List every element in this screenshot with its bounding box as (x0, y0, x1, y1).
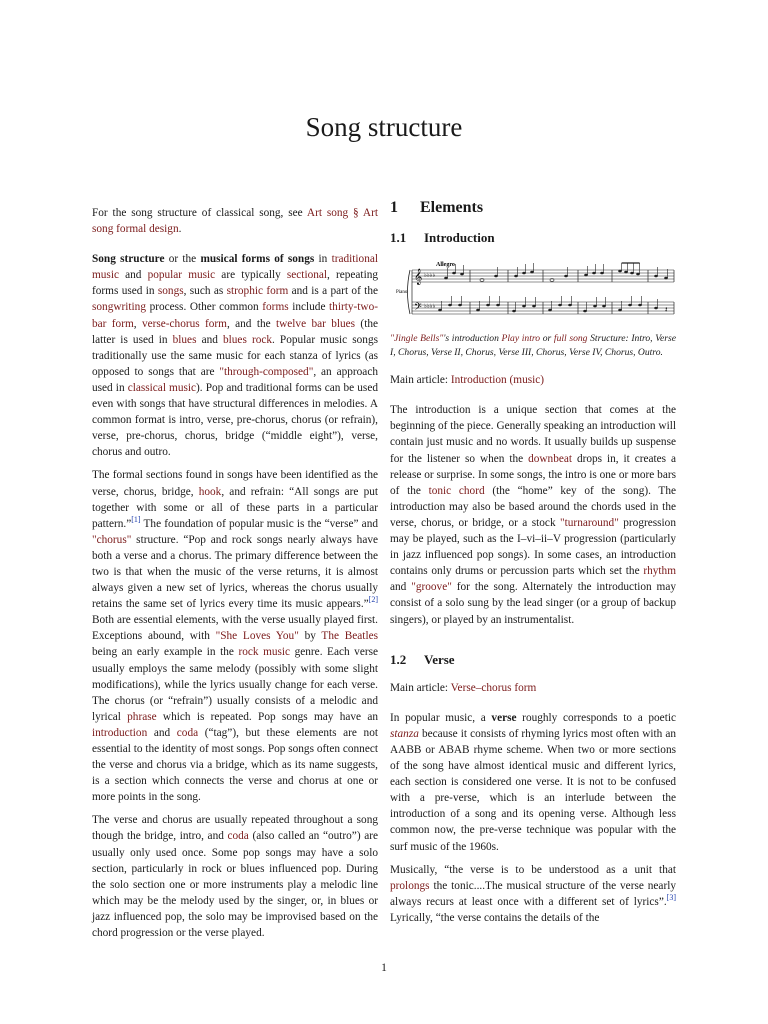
text: (the latter is used in (92, 317, 378, 346)
link-sectional[interactable]: sectional (286, 269, 328, 282)
right-column (390, 200, 676, 933)
link-phrase[interactable]: phrase (127, 710, 157, 723)
link-rock-music[interactable]: rock music (238, 646, 291, 659)
link-stanza[interactable]: stanza (390, 727, 419, 740)
link-twelve-bar-blues[interactable]: twelve bar blues (275, 317, 356, 330)
figure-caption (390, 332, 676, 360)
treble-notes (444, 270, 668, 282)
text: roughly corresponds to a poetic (516, 711, 676, 724)
link-introduction-music[interactable]: Introduction (music) (450, 374, 545, 387)
paragraph-sections (92, 467, 378, 805)
link-turnaround[interactable]: "turnaround" (560, 516, 619, 529)
subsection-title: Introduction (424, 230, 495, 246)
section-title: Elements (420, 199, 484, 216)
text: and (390, 581, 412, 594)
text: In popular music, a (390, 711, 492, 724)
link-jingle-bells[interactable]: "Jingle Bells" (390, 333, 444, 345)
text: genre. Each verse usually employs the same melody (possibly with some slight modifications), while the lyrics usually change for each verse. The chorus (or “refrain”) usually consists of a melodic and lyrical (92, 646, 379, 723)
text: process. Other common (145, 301, 263, 314)
text: Structure: Intro, Verse I, Chorus, Verse II, Chorus, Verse III, Chorus, Verse IV, Chorus, Outro. (390, 333, 676, 359)
text: Main article: (390, 681, 451, 694)
hatnote-text: For the song structure of classical song, see (92, 207, 307, 219)
bold-term: musical forms of songs (200, 253, 315, 266)
text: structure. “Pop and rock songs nearly always have both a verse and a chorus. The primary difference between the two is that when the music of the verse returns, it is almost always given a new set of lyrics, whereas the chorus usually retains the same set of lyrics every time its music appears.” (92, 533, 378, 611)
text: , such as (183, 285, 227, 298)
text: and (147, 726, 177, 739)
rest-icon: 𝄽 (665, 305, 668, 315)
link-the-beatles[interactable]: The Beatles (321, 630, 378, 643)
link-coda[interactable]: coda (227, 830, 249, 843)
bar-lines (412, 270, 674, 314)
link-verse-chorus-form[interactable]: Verse–chorus form (450, 681, 537, 694)
text: and (119, 269, 148, 282)
text: , and refrain: “All songs are put together with some or all of these parts in a particular pattern.” (92, 485, 378, 530)
section-number: 1 (390, 199, 398, 216)
link-play-intro[interactable]: Play intro (501, 333, 541, 345)
text: Main article: (390, 374, 451, 387)
main-article-introduction (390, 372, 676, 388)
text: because it consists of rhyming lyrics most often with an AABB or ABAB rhyme scheme. When two or more sections of the song have almost identical music and different lyrics, each section is considered one verse. It is not to be confused with a pre-verse, which is an interlude between the introduction of a song and its opening verse. Although less common now, the pre-verse technique was popular with the surf music of the 1960s. (390, 727, 676, 853)
link-rhythm[interactable]: rhythm (643, 565, 676, 578)
link-art-song[interactable]: Art song § Art song formal design (92, 207, 378, 236)
text: Both are essential elements, with the verse usually played first. Exceptions abound, with (92, 614, 378, 643)
citation-1[interactable]: [1] (131, 514, 141, 524)
link-blues[interactable]: blues (172, 333, 197, 346)
link-songs[interactable]: songs (157, 285, 184, 298)
text: which is repeated. Pop songs may have an (156, 710, 378, 723)
link-strophic-form[interactable]: strophic form (226, 285, 289, 298)
paragraph-verse-music (390, 862, 676, 926)
text: the tonic....The musical structure of the verse nearly always recurs at least once with a different set of lyrics”. (390, 879, 676, 908)
link-full-song[interactable]: full song (553, 333, 588, 345)
link-through-composed[interactable]: "through-composed" (219, 365, 314, 378)
text: , repeating forms used in (92, 269, 379, 298)
text: by (298, 630, 322, 643)
sheet-music-image (390, 258, 676, 326)
link-forms[interactable]: forms (262, 301, 289, 314)
text: The verse and chorus are usually repeated throughout a song though the bridge, intro, and (92, 814, 378, 843)
paragraph-intro (92, 251, 378, 460)
text: (the “home” key of the song). The introduction may also be based around the chords used in the verse, chorus, or bridge, or a stock (390, 484, 676, 529)
section-heading-elements (390, 200, 676, 216)
link-coda[interactable]: coda (176, 726, 199, 739)
treble-clef-icon: 𝄞 (414, 269, 423, 286)
subsection-title: Verse (424, 651, 455, 667)
text: , an approach used in (92, 365, 378, 394)
paragraph-repetition (92, 812, 378, 941)
subsection-heading-introduction (390, 230, 676, 246)
link-groove[interactable]: "groove" (411, 581, 452, 594)
brace-icon (408, 270, 411, 314)
text: are typically (215, 269, 287, 282)
text: ). Pop and traditional forms can be used even with songs that have structural differences in melodies. A common format is intro, verse, pre-chorus, chorus (or refrain), verse, pre-chorus, chorus, bridge (“middle eight”), verse, chorus and outro. (92, 381, 378, 459)
bold-term: Song structure (92, 253, 165, 266)
bass-clef-icon: 𝄢 (414, 301, 422, 316)
link-downbeat[interactable]: downbeat (528, 452, 573, 465)
text: drops in, it creates a release or surprise. In some songs, the intro is one or more bars of the (390, 452, 676, 497)
link-popular-music[interactable]: popular music (147, 269, 216, 282)
text: 's introduction (443, 333, 502, 345)
subsection-heading-verse (390, 652, 676, 668)
hatnote (92, 205, 378, 237)
link-blues-rock[interactable]: blues rock (223, 333, 273, 346)
text: , and the (226, 317, 276, 330)
text: The formal sections found in songs have been identified as the verse, chorus, bridge, (92, 469, 378, 498)
link-classical-music[interactable]: classical music (127, 381, 197, 394)
text: . Popular music songs traditionally use the same music for each stanza of lyrics (as opposed to songs that are (92, 333, 378, 378)
hatnote-period: . (178, 223, 182, 236)
text: or the (164, 253, 201, 266)
paragraph-introduction (390, 402, 676, 627)
link-verse-chorus-form[interactable]: verse-chorus form (141, 317, 227, 330)
text: Lyrically, “the verse contains the details of the (390, 911, 600, 924)
key-signature-icon: ♭♭♭♭ (424, 272, 436, 280)
link-traditional-music[interactable]: traditional music (92, 253, 378, 282)
text: for the song. Alternately the introduction may consist of a solo sung by the lead singer (or a group of backup singers), or played by an instrumentalist. (390, 581, 677, 626)
link-she-loves-you[interactable]: "She Loves You" (215, 630, 299, 643)
text: or (540, 333, 554, 345)
key-signature-icon: ♭♭♭♭ (424, 303, 436, 311)
link-prolongs[interactable]: prolongs (390, 879, 430, 892)
link-thirty-two-bar-form[interactable]: thirty-two-bar form (92, 301, 378, 330)
text: progression may be played, such as the I–vi–ii–V progression (particularly in jazz influenced pop songs). In some cases, an introduction contains only drums or percussion parts which set the (390, 516, 676, 578)
text: The introduction is a unique section that comes at the beginning of the piece. Generally speaking an introduction will contain just music and no words. It usually builds up suspense for the listener so when the (390, 404, 676, 465)
text: (also called an “outro”) are usually only used once. Some pop songs may have a solo section, particularly in rock or blues influenced pop. During the solo section one or more instruments play a melodic line which may be the melody used by the singer, or, in blues or jazz influenced pop, the solo may be improvised based on the chord progression or the verse played. (92, 830, 378, 940)
text: (“tag”), but these elements are not essential to the identity of most songs. Pop songs often connect the verse and chorus via a bridge, which as its name suggests, is a section which connects the verse and chorus at one or more points in the song. (92, 726, 378, 804)
text: , (133, 317, 142, 330)
subsection-number: 1.1 (390, 230, 407, 246)
link-introduction[interactable]: introduction (92, 726, 148, 739)
text: Musically, “the verse is to be understood as a unit that (390, 863, 676, 876)
text: being an early example in the (92, 646, 239, 659)
text: and is a part of the (288, 285, 378, 298)
text: in (314, 253, 332, 266)
link-tonic-chord[interactable]: tonic chord (428, 484, 485, 497)
text: The foundation of popular music is the “verse” and (140, 517, 378, 530)
page-number: 1 (381, 962, 387, 974)
bold-term: verse (491, 711, 517, 724)
link-chorus[interactable]: "chorus" (92, 533, 132, 546)
tempo-marking: Allegro (436, 262, 455, 269)
text: include (288, 301, 330, 314)
text: and (196, 333, 223, 346)
citation-2[interactable]: [2] (368, 595, 378, 605)
paragraph-verse (390, 710, 676, 855)
page-title: Song structure (305, 112, 463, 142)
subsection-number: 1.2 (390, 651, 407, 667)
link-songwriting[interactable]: songwriting (92, 301, 146, 314)
instrument-label: Piano (396, 290, 408, 296)
link-hook[interactable]: hook (198, 485, 222, 498)
main-article-verse (390, 680, 676, 696)
left-column (92, 205, 378, 948)
citation-3[interactable]: [3] (666, 893, 676, 903)
